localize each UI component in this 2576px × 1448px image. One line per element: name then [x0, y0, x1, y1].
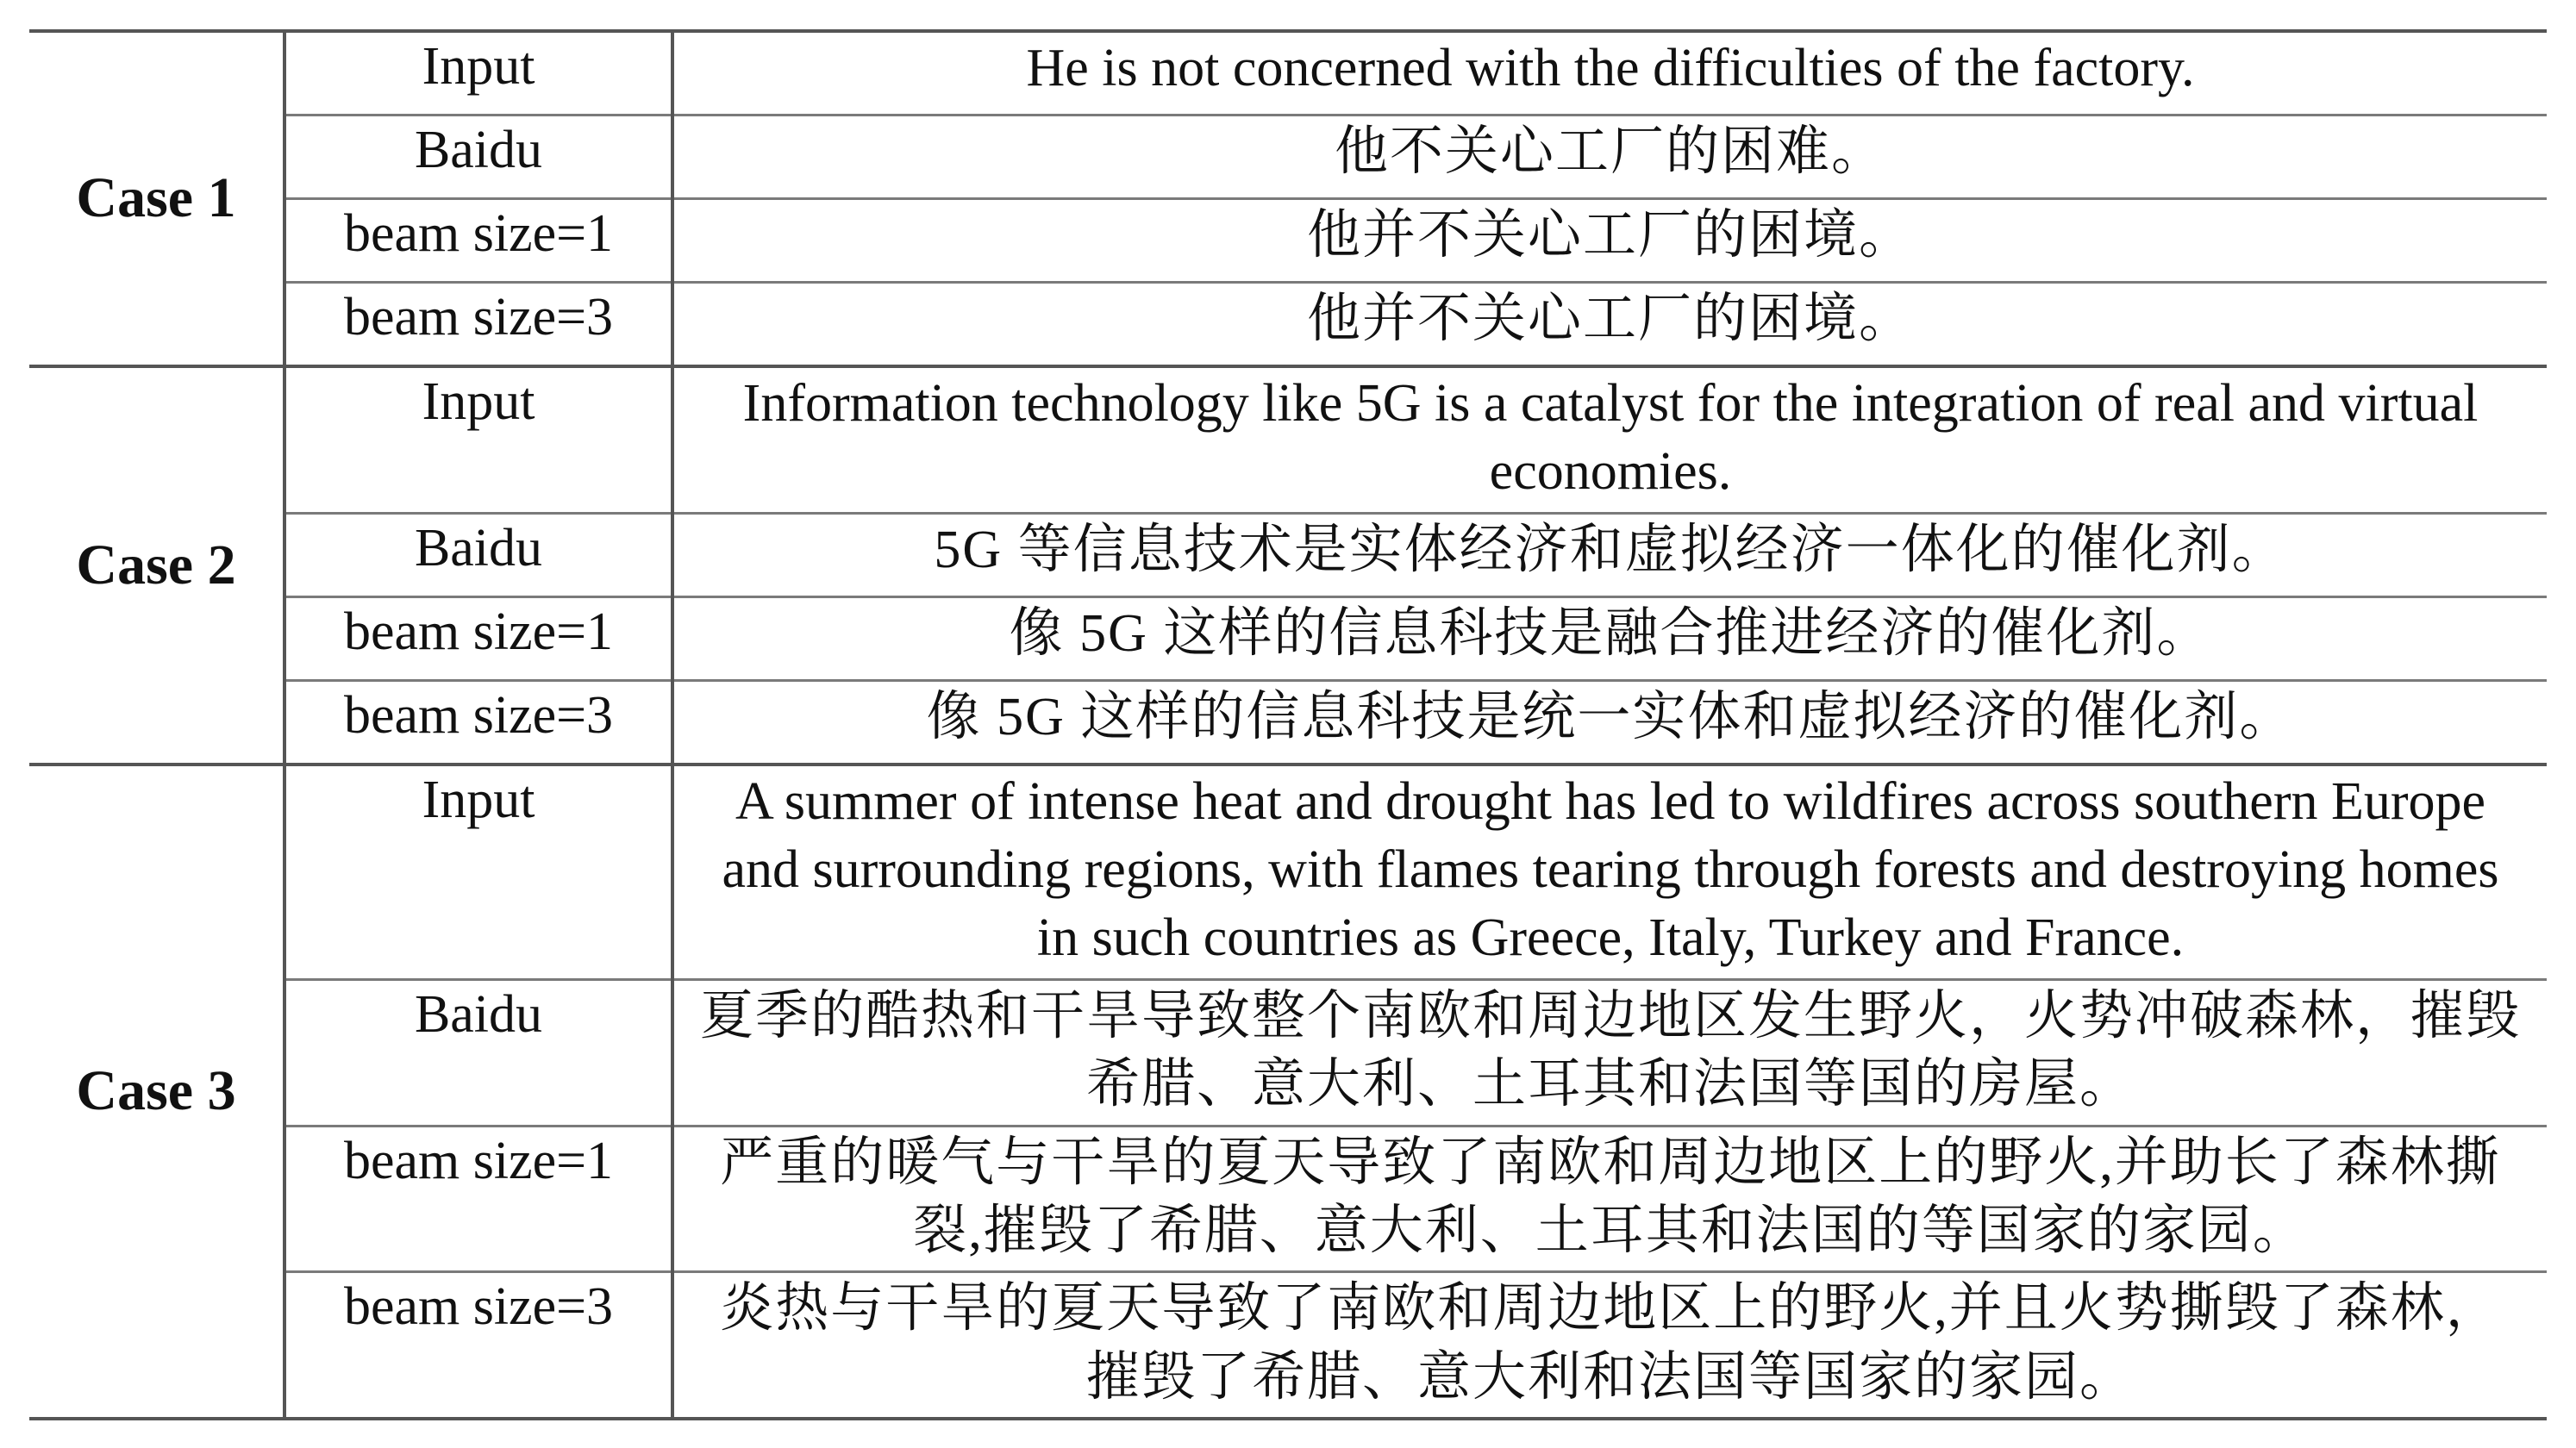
table-row: [29, 680, 2547, 765]
case-label: Case 3: [29, 765, 284, 1419]
translation-text: 他不关心工厂的困难。: [672, 115, 2547, 199]
system-label: Baidu: [284, 979, 672, 1126]
translation-comparison-table-container: [29, 29, 2547, 1420]
system-label: beam size=3: [284, 1272, 672, 1419]
system-label: Baidu: [284, 513, 672, 596]
system-label: beam size=1: [284, 1126, 672, 1272]
table-row: [29, 765, 2547, 980]
table-row: [29, 513, 2547, 596]
table-row: [29, 366, 2547, 513]
system-label: beam size=1: [284, 596, 672, 680]
table-row: [29, 283, 2547, 367]
table-row: [29, 115, 2547, 199]
system-label: beam size=3: [284, 283, 672, 367]
translation-text: 他并不关心工厂的困境。: [672, 199, 2547, 283]
table-row: [29, 979, 2547, 1126]
translation-text: 像 5G 这样的信息科技是统一实体和虚拟经济的催化剂。: [672, 680, 2547, 765]
input-text: He is not concerned with the difficulties of the factory.: [672, 31, 2547, 115]
input-text: Information technology like 5G is a catalyst for the integration of real and virtual economies.: [672, 366, 2547, 513]
case-label: Case 2: [29, 366, 284, 765]
table-row: [29, 1272, 2547, 1419]
system-label: beam size=1: [284, 199, 672, 283]
system-label: Baidu: [284, 115, 672, 199]
translation-text: 夏季的酷热和干旱导致整个南欧和周边地区发生野火，火势冲破森林，摧毁希腊、意大利、土耳其和法国等国的房屋。: [672, 979, 2547, 1126]
table-row: [29, 1126, 2547, 1272]
translation-text: 严重的暖气与干旱的夏天导致了南欧和周边地区上的野火,并助长了森林撕裂,摧毁了希腊、意大利、土耳其和法国的等国家的家园。: [672, 1126, 2547, 1272]
table-row: [29, 199, 2547, 283]
system-label: beam size=3: [284, 680, 672, 765]
table-row: [29, 31, 2547, 115]
system-label: Input: [284, 765, 672, 980]
system-label: Input: [284, 31, 672, 115]
case-label: Case 1: [29, 31, 284, 366]
input-text: A summer of intense heat and drought has led to wildfires across southern Europe and surrounding regions, with flames tearing through forests and destroying homes in such countries as Greece, Italy, Turkey and France.: [672, 765, 2547, 980]
translation-text: 他并不关心工厂的困境。: [672, 283, 2547, 367]
translation-comparison-table: [29, 29, 2547, 1420]
table-row: [29, 596, 2547, 680]
translation-text: 5G 等信息技术是实体经济和虚拟经济一体化的催化剂。: [672, 513, 2547, 596]
system-label: Input: [284, 366, 672, 513]
translation-text: 炎热与干旱的夏天导致了南欧和周边地区上的野火,并且火势撕毁了森林，摧毁了希腊、意大利和法国等国家的家园。: [672, 1272, 2547, 1419]
translation-text: 像 5G 这样的信息科技是融合推进经济的催化剂。: [672, 596, 2547, 680]
